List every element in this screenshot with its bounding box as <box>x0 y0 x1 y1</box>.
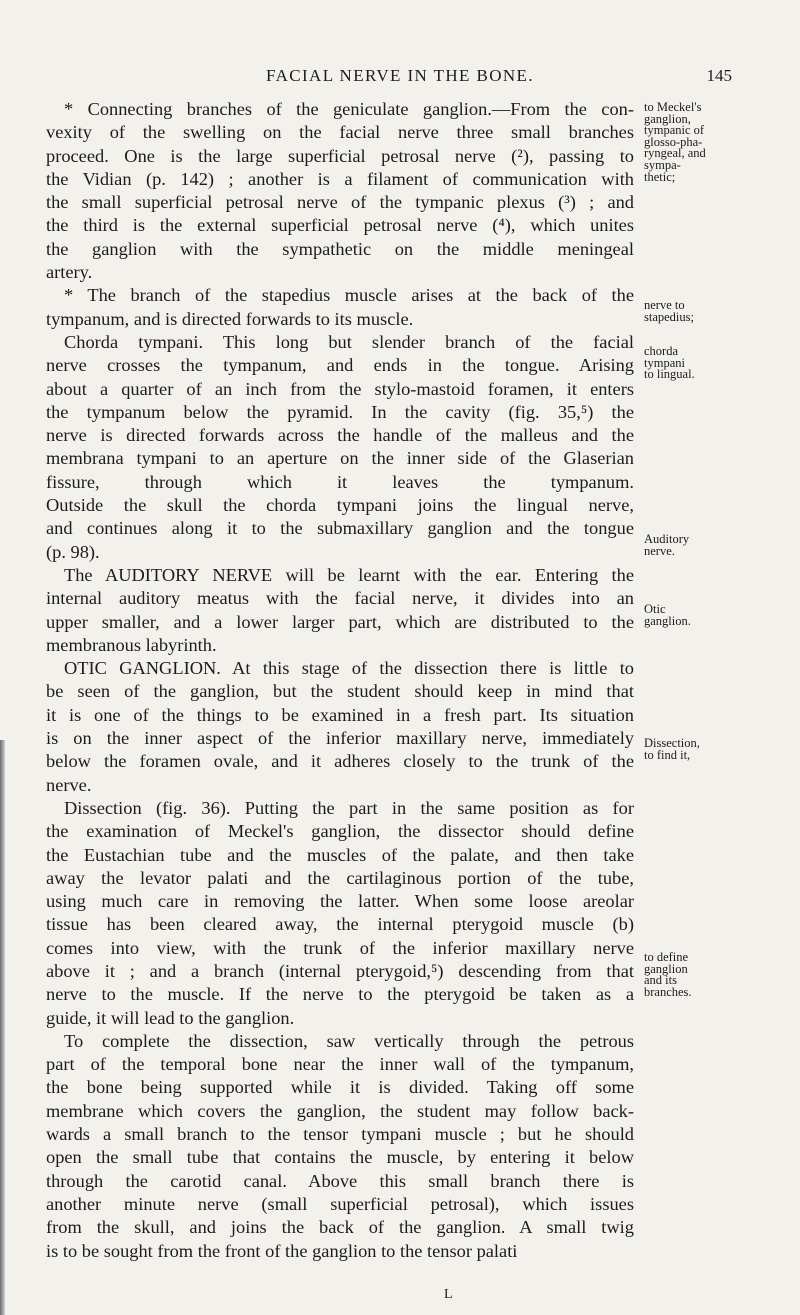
margin-note-line: ganglion. <box>644 613 691 628</box>
text-line: (p. 98). <box>46 541 100 562</box>
text-line: internal auditory meatus with the facial nerve, it divides into an <box>46 588 634 609</box>
text-line: Dissection (fig. 36). Putting the part in the same position as for <box>64 797 634 818</box>
text-line: Outside the skull the chorda tympani joins the lingual nerve, <box>46 495 634 516</box>
margin-note-line: Auditory <box>644 532 690 546</box>
margin-note <box>644 300 794 323</box>
margin-note-line: tympani <box>644 355 685 370</box>
text-line: membrana tympani to an aperture on the inner side of the Glaserian <box>46 448 634 469</box>
text-line: tympanum, and is directed forwards to its muscle. <box>46 308 414 329</box>
text-line: To complete the dissection, saw vertically through the petrous <box>64 1030 634 1051</box>
text-line: Chorda tympani. This long but slender branch of the facial <box>64 331 634 352</box>
text-line: wards a small branch to the tensor tympani muscle ; but he should <box>46 1124 634 1145</box>
margin-note-line: and its <box>644 973 677 988</box>
text-line: be seen of the ganglion, but the student should keep in mind that <box>46 681 634 702</box>
text-line: fissure, through which it leaves the tympanum. <box>46 471 634 492</box>
text-line: * The branch of the stapedius muscle arises at the back of the <box>64 285 634 306</box>
margin-note-line: thetic; <box>644 169 676 184</box>
paragraph <box>46 797 634 1030</box>
text-line: guide, it will lead to the ganglion. <box>46 1007 295 1028</box>
margin-note-line: to Meckel's <box>644 100 702 114</box>
margin-note-line: ganglion, <box>644 111 691 126</box>
text-line: upper smaller, and a lower larger part, which are distributed to the <box>46 611 634 632</box>
margin-note-line: Dissection, <box>644 736 700 750</box>
text-line: vexity of the swelling on the facial nerve three small branches <box>46 122 634 143</box>
margin-note-line: stapedius; <box>644 309 694 324</box>
margin-note-line: Otic <box>644 602 666 616</box>
margin-note-line: ganglion <box>644 961 688 976</box>
paragraph <box>46 1030 634 1263</box>
text-line: proceed. One is the large superficial petrosal nerve (²), passing to <box>46 145 634 166</box>
text-line: the tympanum below the pyramid. In the cavity (fig. 35,⁵) the <box>46 401 634 422</box>
text-line: nerve is directed forwards across the handle of the malleus and the <box>46 425 634 446</box>
text-line: membrane which covers the ganglion, the student may follow back- <box>46 1100 634 1121</box>
text-line: it is one of the things to be examined in a fresh part. Its situation <box>46 704 634 725</box>
margin-note <box>644 952 794 998</box>
book-spine-shadow <box>0 740 5 1315</box>
text-line: about a quarter of an inch from the stylo-mastoid foramen, it enters <box>46 378 634 399</box>
margin-note <box>644 738 794 761</box>
text-line: comes into view, with the trunk of the inferior maxillary nerve <box>46 937 634 958</box>
text-line: nerve crosses the tympanum, and ends in the tongue. Arising <box>46 355 634 376</box>
margin-note-line: sympa- <box>644 157 681 172</box>
text-line: the Vidian (p. 142) ; another is a filament of communication with <box>46 168 634 189</box>
margin-note <box>644 604 794 627</box>
margin-note-line: ryngeal, and <box>644 146 706 161</box>
margin-note-line: to define <box>644 950 689 964</box>
text-line: using much care in removing the latter. When some loose areolar <box>46 891 634 912</box>
body-text <box>46 98 634 1263</box>
margin-note <box>644 534 794 557</box>
text-line: tissue has been cleared away, the internal pterygoid muscle (b) <box>46 914 634 935</box>
margin-note-line: nerve. <box>644 543 675 558</box>
text-line: from the skull, and joins the back of the ganglion. A small twig <box>46 1217 634 1238</box>
text-line: the Eustachian tube and the muscles of the palate, and then take <box>46 844 634 865</box>
margin-note-line: branches. <box>644 984 692 999</box>
text-line: artery. <box>46 262 93 283</box>
paragraph <box>46 331 634 564</box>
paragraph <box>46 564 634 657</box>
text-line: the ganglion with the sympathetic on the middle meningeal <box>46 238 634 259</box>
margin-note-line: tympanic of <box>644 123 705 138</box>
paragraph <box>46 98 634 284</box>
paragraph <box>46 284 634 331</box>
text-line: the small superficial petrosal nerve of the tympanic plexus (³) ; and <box>46 192 634 213</box>
text-line: part of the temporal bone near the inner wall of the tympanum, <box>46 1054 634 1075</box>
page-number: 145 <box>706 66 732 85</box>
margin-note <box>644 346 794 381</box>
running-head: FACIAL NERVE IN THE BONE. <box>265 66 534 85</box>
text-line: open the small tube that contains the muscle, by entering it below <box>46 1147 634 1168</box>
text-line: * Connecting branches of the geniculate ganglion.—From the con- <box>64 99 634 119</box>
text-line: OTIC GANGLION. At this stage of the dissection there is little to <box>64 658 634 679</box>
text-line: The AUDITORY NERVE will be learnt with the ear. Entering the <box>64 564 634 585</box>
signature-mark: L <box>444 1287 453 1302</box>
text-line: through the carotid canal. Above this small branch there is <box>46 1170 634 1191</box>
text-line: the third is the external superficial petrosal nerve (⁴), which unites <box>46 215 634 236</box>
margin-note <box>644 102 794 183</box>
margin-note-line: glosso-pha- <box>644 134 703 149</box>
text-line: another minute nerve (small superficial petrosal), which issues <box>46 1193 634 1214</box>
text-line: nerve. <box>46 774 92 795</box>
margin-note-line: to lingual. <box>644 367 695 382</box>
text-line: nerve to the muscle. If the nerve to the pterygoid be taken as a <box>46 984 634 1005</box>
margin-note-line: nerve to <box>644 298 685 312</box>
text-line: is to be sought from the front of the ganglion to the tensor palati <box>46 1240 518 1261</box>
text-line: is on the inner aspect of the inferior maxillary nerve, immediately <box>46 728 634 749</box>
text-line: below the foramen ovale, and it adheres closely to the trunk of the <box>46 751 634 772</box>
margin-note-line: chorda <box>644 344 679 358</box>
text-line: membranous labyrinth. <box>46 634 217 655</box>
text-line: the bone being supported while it is divided. Taking off some <box>46 1077 634 1098</box>
text-line: the examination of Meckel's ganglion, the dissector should define <box>46 821 634 842</box>
text-line: away the levator palati and the cartilaginous portion of the tube, <box>46 867 634 888</box>
paragraph <box>46 657 634 797</box>
text-line: and continues along it to the submaxillary ganglion and the tongue <box>46 518 634 539</box>
margin-note-line: to find it, <box>644 747 691 762</box>
text-line: above it ; and a branch (internal pterygoid,⁵) descending from that <box>46 960 634 981</box>
